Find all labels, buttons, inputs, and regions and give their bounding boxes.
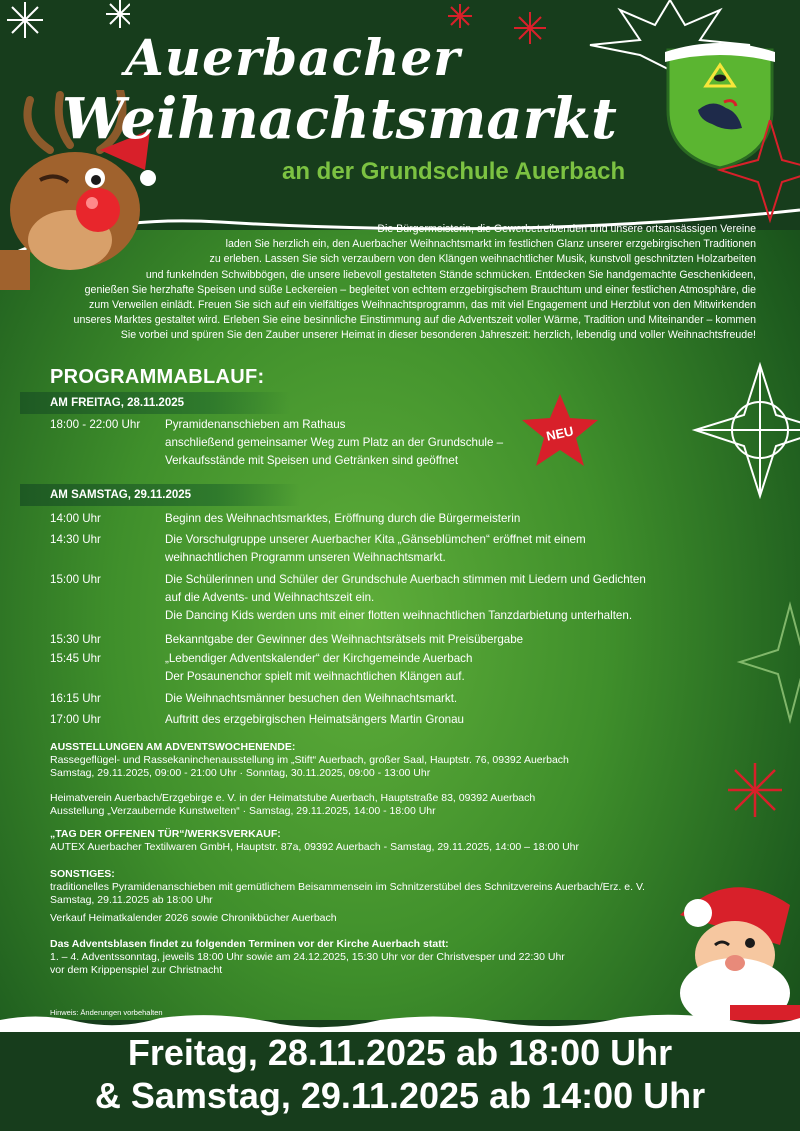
subtitle: an der Grundschule Auerbach [282,158,626,185]
schedule-line: Verkaufsstände mit Speisen und Getränken sind geöffnet [165,454,459,467]
section-adventsblasen [50,938,690,976]
footer-date-line1: Freitag, 28.11.2025 ab 18:00 Uhr [127,1032,673,1073]
section-line: Rassegeflügel- und Rassekaninchenausstellung im „Stift“ Auerbach, großer Saal, Hauptstr. 76, 09392 Auerbach [50,753,569,766]
section-heading: Das Adventsblasen findet zu folgenden Terminen vor der Kirche Auerbach statt: [50,938,449,950]
schedule-time: 16:15 Uhr [50,692,101,705]
intro-line: Sie vorbei und spüren Sie den Zauber unserer Heimat in dieser besonderen Jahreszeit: herzlich, lebendig und voller Weihnachtsfreude! [120,329,756,342]
schedule-line: Der Posaunenchor spielt mit weihnachtlichen Klängen auf. [165,670,465,683]
star-ornament-icon [720,600,800,740]
intro-line: Die Bürgermeisterin, die Gewerbetreibenden und unsere ortsansässigen Vereine [377,223,756,235]
section-line: vor dem Krippenspiel zur Christnacht [50,963,223,976]
hinweis-note: Hinweis: Änderungen vorbehalten [50,1008,163,1017]
section-tag-der-offenen-tuer [50,828,690,854]
schedule-line: weihnachtlichen Programm unseren Weihnachtsmarkt. [165,551,446,564]
title-line1: Auerbacher [125,28,461,87]
schedule-description [165,631,685,649]
schedule-line: auf die Advents- und Weihnachtszeit ein. [165,591,375,604]
section-heading: SONSTIGES: [50,868,115,880]
intro-line: unseres Marktes gestaltet wird. Erleben Sie eine besinnliche Einstimmung auf die Adventszeit voller Wärme, Tradition und Miteinander – kommen [73,314,756,327]
section-line: Samstag, 29.11.2025, 09:00 - 21:00 Uhr · Sonntag, 30.11.2025, 09:00 - 13:00 Uhr [50,766,431,779]
schedule-time: 15:45 Uhr [50,652,101,665]
day-band-saturday: AM SAMSTAG, 29.11.2025 [20,484,300,506]
star-ornament-icon [680,360,800,530]
schedule-description [165,711,685,729]
schedule-time: 14:30 Uhr [50,533,101,546]
schedule-line: Die Dancing Kids werden uns mit einer flotten weihnachtlichen Tanzdarbietung unterhalten. [165,609,633,622]
section-ausstellungen [50,741,690,818]
schedule-description [165,650,685,686]
intro-line: und funkelnden Schwibbögen, die unsere liebevoll gestalteten Stände schmücken. Entdecken Sie handgemachte Geschenkideen, [145,268,756,281]
section-line: Samstag, 29.11.2025 ab 18:00 Uhr [50,893,213,906]
schedule-description [165,510,685,528]
snowflake-icon [720,755,790,825]
section-sonstiges [50,868,690,925]
section-line: Heimatverein Auerbach/Erzgebirge e. V. in der Heimatstube Auerbach, Hauptstraße 83, 09392 Auerbach [50,792,536,805]
schedule-description [165,690,685,708]
schedule-time: 18:00 - 22:00 Uhr [50,418,141,431]
schedule-line: „Lebendiger Adventskalender“ der Kirchgemeinde Auerbach [165,652,473,665]
schedule-time: 15:30 Uhr [50,633,101,646]
section-heading: „TAG DER OFFENEN TÜR“/WERKSVERKAUF: [50,828,281,840]
schedule-line: Die Weihnachtsmänner besuchen den Weihnachtsmarkt. [165,692,458,705]
programm-title: PROGRAMMABLAUF: [50,366,265,388]
intro-paragraph [40,222,756,344]
section-line: AUTEX Auerbacher Textilwaren GmbH, Hauptstr. 87a, 09392 Auerbach - Samstag, 29.11.2025, 14:00 – 18:00 Uhr [50,840,580,853]
section-spacer [50,779,690,792]
intro-line: genießen Sie herzhafte Speisen und süße Leckereien – begleitet von echtem erzgebirgischem Brauchtum und einer festlichen Atmosphäre, die [84,283,756,296]
intro-line: zum Verweilen einlädt. Freuen Sie sich auf ein vielfältiges Weihnachtsprogramm, das mit viel Engagement und Herzblut von den Mitwirkenden [89,299,756,312]
intro-line: laden Sie herzlich ein, den Auerbacher Weihnachtsmarkt im festlichen Glanz unserer erzgebirgischen Traditionen [225,238,756,251]
section-line: Verkauf Heimatkalender 2026 sowie Chronikbücher Auerbach [50,912,337,925]
footer-date-line2: & Samstag, 29.11.2025 ab 14:00 Uhr [94,1075,706,1116]
day-band-friday: AM FREITAG, 28.11.2025 [20,392,290,414]
section-heading: AUSSTELLUNGEN AM ADVENTSWOCHENENDE: [50,741,296,753]
schedule-line: Beginn des Weihnachtsmarktes, Eröffnung durch die Bürgermeisterin [165,512,521,525]
intro-line: zu erleben. Lassen Sie sich verzaubern von den Klängen weihnachtlicher Musik, kunstvoll geschnitzten Holzarbeiten [209,253,756,266]
section-line: 1. – 4. Adventssonntag, jeweils 18:00 Uhr sowie am 24.12.2025, 15:30 Uhr vor der Christvesper und 22:30 Uhr [50,950,565,963]
schedule-description [165,571,685,625]
schedule-line: Auftritt des erzgebirgischen Heimatsängers Martin Gronau [165,713,464,726]
neu-badge-label: NEU [544,423,575,444]
schedule-line: Die Schülerinnen und Schüler der Grundschule Auerbach stimmen mit Liedern und Gedichten [165,573,646,586]
schedule-line: anschließend gemeinsamer Weg zum Platz an der Grundschule – [165,436,504,449]
schedule-line: Pyramidenanschieben am Rathaus [165,418,346,431]
section-line: traditionelles Pyramidenanschieben mit gemütlichem Beisammensein im Schnitzerstübel des Schnitzvereins Auerbach/Erz. e. V. [50,880,645,893]
schedule-description [165,416,685,470]
schedule-line: Die Vorschulgruppe unserer Auerbacher Kita „Gänseblümchen“ eröffnet mit einem [165,533,586,546]
title-line2: Weihnachtsmarkt [62,86,617,152]
schedule-line: Bekanntgabe der Gewinner des Weihnachtsrätsels mit Preisübergabe [165,633,524,646]
schedule-time: 14:00 Uhr [50,512,101,525]
section-line: Ausstellung „Verzaubernde Kunstwelten“ · Samstag, 29.11.2025, 14:00 - 18:00 Uhr [50,804,436,817]
schedule-description [165,531,685,567]
schedule-time: 15:00 Uhr [50,573,101,586]
schedule-time: 17:00 Uhr [50,713,101,726]
